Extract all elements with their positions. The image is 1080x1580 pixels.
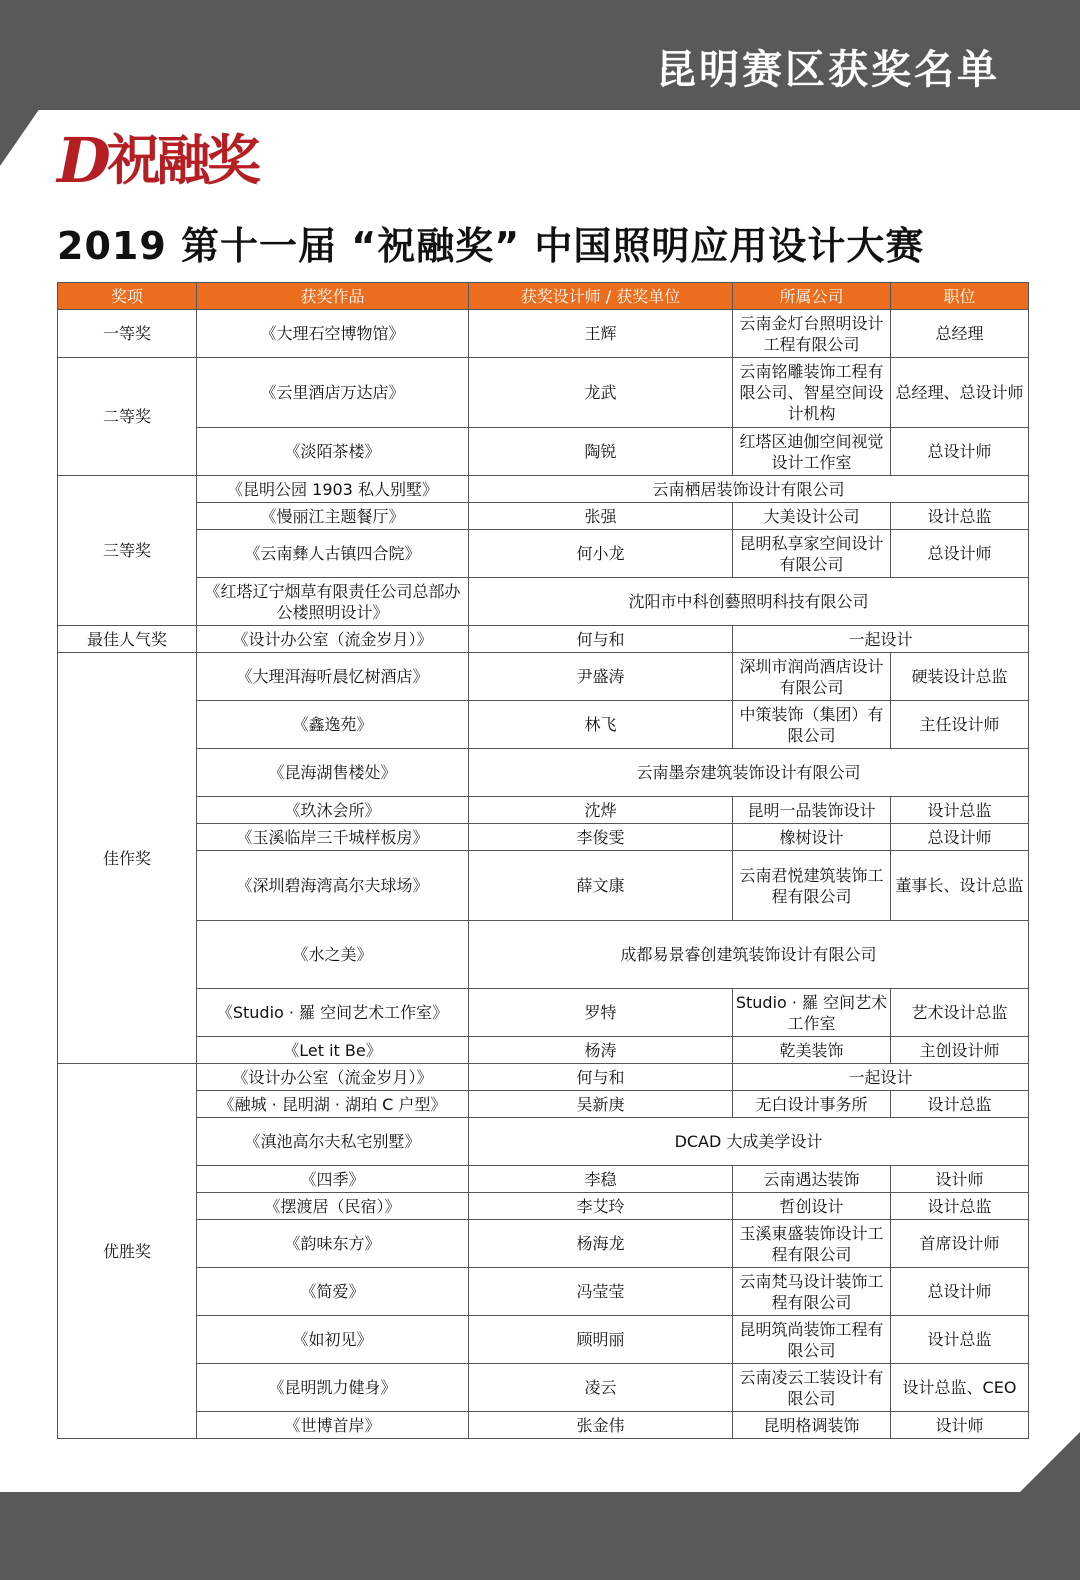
table-row: [58, 653, 1029, 701]
position-cell: 艺术设计总监: [891, 989, 1029, 1037]
designer-cell: 吴新庚: [469, 1091, 733, 1118]
position-cell: 设计师: [891, 1412, 1029, 1439]
award-category-cell: 佳作奖: [58, 653, 197, 1064]
banner-corner: [0, 108, 40, 166]
company-cell: 昆明格调装饰: [733, 1412, 891, 1439]
position-cell: 硬装设计总监: [891, 653, 1029, 701]
designer-company-merged-cell: 成都易景睿创建筑装饰设计有限公司: [469, 921, 1029, 989]
position-cell: 总设计师: [891, 428, 1029, 476]
position-cell: 设计总监: [891, 1193, 1029, 1220]
work-title-cell: 《昆明凯力健身》: [197, 1364, 469, 1412]
table-row: [58, 921, 1029, 989]
column-header: 奖项: [58, 283, 197, 310]
designer-cell: 李俊雯: [469, 824, 733, 851]
company-cell: 昆明筑尚装饰工程有限公司: [733, 1316, 891, 1364]
award-category-cell: 二等奖: [58, 358, 197, 476]
company-cell: 昆明一品装饰设计: [733, 797, 891, 824]
work-title-cell: 《滇池高尔夫私宅别墅》: [197, 1118, 469, 1166]
table-row: [58, 1037, 1029, 1064]
work-title-cell: 《设计办公室（流金岁月）》: [197, 1064, 469, 1091]
designer-company-merged-cell: 云南栖居装饰设计有限公司: [469, 476, 1029, 503]
table-row: [58, 989, 1029, 1037]
work-title-cell: 《韵味东方》: [197, 1220, 469, 1268]
designer-cell: 龙武: [469, 358, 733, 428]
company-cell: 云南铭雕装饰工程有限公司、智星空间设计机构: [733, 358, 891, 428]
table-row: [58, 701, 1029, 749]
work-title-cell: 《慢丽江主题餐厅》: [197, 503, 469, 530]
work-title-cell: 《深圳碧海湾高尔夫球场》: [197, 851, 469, 921]
designer-cell: 杨海龙: [469, 1220, 733, 1268]
work-title-cell: 《昆明公园 1903 私人别墅》: [197, 476, 469, 503]
award-category-cell: 优胜奖: [58, 1064, 197, 1439]
table-row: [58, 358, 1029, 428]
position-cell: 首席设计师: [891, 1220, 1029, 1268]
table-row: [58, 310, 1029, 358]
table-row: [58, 1412, 1029, 1439]
designer-cell: 李艾玲: [469, 1193, 733, 1220]
company-cell: 云南遇达装饰: [733, 1166, 891, 1193]
company-cell: 橡树设计: [733, 824, 891, 851]
company-position-merged-cell: 一起设计: [733, 1064, 1029, 1091]
position-cell: 主创设计师: [891, 1037, 1029, 1064]
table-header-row: [58, 283, 1029, 310]
table-row: [58, 578, 1029, 626]
table-row: [58, 824, 1029, 851]
position-cell: 总经理、总设计师: [891, 358, 1029, 428]
page-title: 2019 第十一届 “祝融奖” 中国照明应用设计大赛: [57, 224, 925, 268]
position-cell: 设计总监、CEO: [891, 1364, 1029, 1412]
position-cell: 设计总监: [891, 797, 1029, 824]
designer-cell: 薛文康: [469, 851, 733, 921]
designer-cell: 王辉: [469, 310, 733, 358]
position-cell: 设计总监: [891, 1091, 1029, 1118]
table-row: [58, 503, 1029, 530]
designer-company-merged-cell: DCAD 大成美学设计: [469, 1118, 1029, 1166]
award-category-cell: 三等奖: [58, 476, 197, 626]
table-row: [58, 1166, 1029, 1193]
work-title-cell: 《鑫逸苑》: [197, 701, 469, 749]
position-cell: 总经理: [891, 310, 1029, 358]
column-header: 职位: [891, 283, 1029, 310]
designer-cell: 李稳: [469, 1166, 733, 1193]
work-title-cell: 《云南彝人古镇四合院》: [197, 530, 469, 578]
designer-cell: 何与和: [469, 626, 733, 653]
company-cell: 云南金灯台照明设计工程有限公司: [733, 310, 891, 358]
table-row: [58, 1316, 1029, 1364]
designer-cell: 林飞: [469, 701, 733, 749]
position-cell: 总设计师: [891, 1268, 1029, 1316]
table-row: [58, 1220, 1029, 1268]
table-row: [58, 1268, 1029, 1316]
company-cell: 大美设计公司: [733, 503, 891, 530]
zhurong-award-logo: [57, 124, 257, 197]
designer-cell: 凌云: [469, 1364, 733, 1412]
work-title-cell: 《如初见》: [197, 1316, 469, 1364]
work-title-cell: 《红塔辽宁烟草有限责任公司总部办公楼照明设计》: [197, 578, 469, 626]
awards-table-body: [58, 310, 1029, 1439]
work-title-cell: 《Let it Be》: [197, 1037, 469, 1064]
work-title-cell: 《大理洱海听晨忆树酒店》: [197, 653, 469, 701]
table-row: [58, 626, 1029, 653]
logo-text: 祝融奖: [106, 129, 257, 192]
work-title-cell: 《Studio · 羅 空间艺术工作室》: [197, 989, 469, 1037]
designer-cell: 杨涛: [469, 1037, 733, 1064]
company-cell: 云南君悦建筑装饰工程有限公司: [733, 851, 891, 921]
column-header: 所属公司: [733, 283, 891, 310]
column-header: 获奖作品: [197, 283, 469, 310]
company-cell: 深圳市润尚酒店设计有限公司: [733, 653, 891, 701]
work-title-cell: 《玖沐会所》: [197, 797, 469, 824]
company-cell: 玉溪東盛装饰设计工程有限公司: [733, 1220, 891, 1268]
designer-cell: 顾明丽: [469, 1316, 733, 1364]
table-row: [58, 1118, 1029, 1166]
work-title-cell: 《玉溪临岸三千城样板房》: [197, 824, 469, 851]
company-cell: Studio · 羅 空间艺术工作室: [733, 989, 891, 1037]
designer-cell: 何与和: [469, 1064, 733, 1091]
company-cell: 云南凌云工装设计有限公司: [733, 1364, 891, 1412]
footer-band: [0, 1492, 1080, 1580]
designer-cell: 何小龙: [469, 530, 733, 578]
footer-corner: [1020, 1432, 1080, 1492]
company-cell: 云南梵马设计装饰工程有限公司: [733, 1268, 891, 1316]
designer-cell: 张强: [469, 503, 733, 530]
table-row: [58, 530, 1029, 578]
designer-company-merged-cell: 云南墨奈建筑装饰设计有限公司: [469, 749, 1029, 797]
position-cell: 设计总监: [891, 503, 1029, 530]
awards-table: [57, 282, 1029, 1439]
designer-cell: 罗特: [469, 989, 733, 1037]
table-row: [58, 1064, 1029, 1091]
position-cell: 总设计师: [891, 530, 1029, 578]
table-row: [58, 749, 1029, 797]
designer-cell: 冯莹莹: [469, 1268, 733, 1316]
work-title-cell: 《世博首岸》: [197, 1412, 469, 1439]
table-row: [58, 851, 1029, 921]
award-category-cell: 一等奖: [58, 310, 197, 358]
table-row: [58, 428, 1029, 476]
column-header: 获奖设计师 / 获奖单位: [469, 283, 733, 310]
banner-title: 昆明赛区获奖名单: [656, 47, 1000, 93]
table-row: [58, 797, 1029, 824]
work-title-cell: 《设计办公室（流金岁月）》: [197, 626, 469, 653]
designer-cell: 沈烨: [469, 797, 733, 824]
company-cell: 红塔区迪伽空间视觉设计工作室: [733, 428, 891, 476]
logo-mark: D: [57, 124, 111, 197]
company-cell: 中策装饰（集团）有限公司: [733, 701, 891, 749]
table-row: [58, 1193, 1029, 1220]
work-title-cell: 《淡陌茶楼》: [197, 428, 469, 476]
company-position-merged-cell: 一起设计: [733, 626, 1029, 653]
company-cell: 哲创设计: [733, 1193, 891, 1220]
work-title-cell: 《四季》: [197, 1166, 469, 1193]
position-cell: 主任设计师: [891, 701, 1029, 749]
work-title-cell: 《大理石空博物馆》: [197, 310, 469, 358]
table-row: [58, 1364, 1029, 1412]
designer-cell: 尹盛涛: [469, 653, 733, 701]
work-title-cell: 《昆海湖售楼处》: [197, 749, 469, 797]
award-category-cell: 最佳人气奖: [58, 626, 197, 653]
company-cell: 昆明私享家空间设计有限公司: [733, 530, 891, 578]
work-title-cell: 《水之美》: [197, 921, 469, 989]
company-cell: 乾美装饰: [733, 1037, 891, 1064]
work-title-cell: 《云里酒店万达店》: [197, 358, 469, 428]
work-title-cell: 《摆渡居（民宿）》: [197, 1193, 469, 1220]
table-row: [58, 476, 1029, 503]
designer-cell: 张金伟: [469, 1412, 733, 1439]
position-cell: 设计师: [891, 1166, 1029, 1193]
position-cell: 设计总监: [891, 1316, 1029, 1364]
work-title-cell: 《简爱》: [197, 1268, 469, 1316]
position-cell: 董事长、设计总监: [891, 851, 1029, 921]
designer-company-merged-cell: 沈阳市中科创藝照明科技有限公司: [469, 578, 1029, 626]
company-cell: 无白设计事务所: [733, 1091, 891, 1118]
designer-cell: 陶锐: [469, 428, 733, 476]
table-row: [58, 1091, 1029, 1118]
position-cell: 总设计师: [891, 824, 1029, 851]
work-title-cell: 《融城 · 昆明湖 · 湖珀 C 户型》: [197, 1091, 469, 1118]
